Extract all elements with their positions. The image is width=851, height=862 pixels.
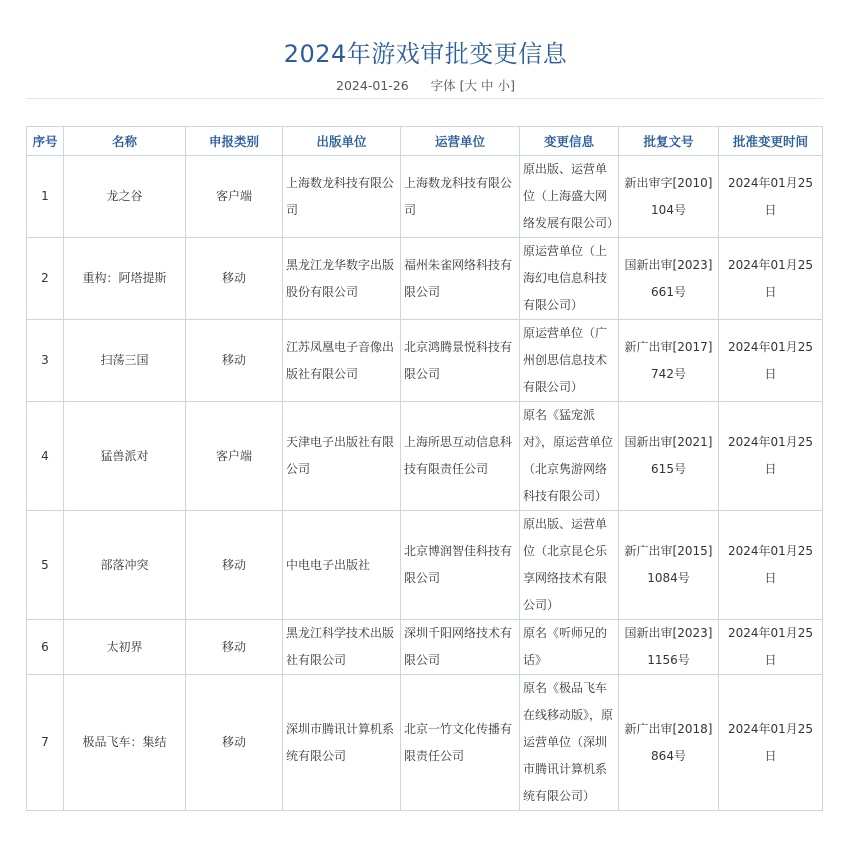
font-size-small-link[interactable]: 小 xyxy=(497,78,511,93)
cell-category: 移动 xyxy=(186,320,283,402)
cell-approval: 国新出审[2023]1156号 xyxy=(619,620,719,675)
cell-approval: 新广出审[2018]864号 xyxy=(619,675,719,811)
cell-date: 2024年01月25日 xyxy=(719,402,823,511)
cell-no: 6 xyxy=(27,620,64,675)
cell-date: 2024年01月25日 xyxy=(719,238,823,320)
cell-publisher: 黑龙江科学技术出版社有限公司 xyxy=(283,620,401,675)
cell-no: 3 xyxy=(27,320,64,402)
header-category: 申报类别 xyxy=(186,127,283,156)
table-header-row xyxy=(27,127,823,156)
cell-change: 原运营单位（广州创思信息技术有限公司） xyxy=(520,320,619,402)
cell-no: 4 xyxy=(27,402,64,511)
article-meta xyxy=(0,76,851,94)
cell-change: 原出版、运营单位（上海盛大网络发展有限公司） xyxy=(520,156,619,238)
page-title: 2024年游戏审批变更信息 xyxy=(283,40,568,69)
cell-date: 2024年01月25日 xyxy=(719,320,823,402)
cell-publisher: 天津电子出版社有限公司 xyxy=(283,402,401,511)
cell-name: 猛兽派对 xyxy=(64,402,186,511)
cell-approval: 国新出审[2021]615号 xyxy=(619,402,719,511)
header-operator: 运营单位 xyxy=(401,127,520,156)
table-row xyxy=(27,238,823,320)
cell-date: 2024年01月25日 xyxy=(719,620,823,675)
font-size-label: 字体 xyxy=(430,78,456,93)
cell-category: 移动 xyxy=(186,238,283,320)
cell-date: 2024年01月25日 xyxy=(719,156,823,238)
publish-date: 2024-01-26 xyxy=(336,78,409,93)
cell-name: 重构：阿塔提斯 xyxy=(64,238,186,320)
table-row xyxy=(27,320,823,402)
cell-name: 部落冲突 xyxy=(64,511,186,620)
cell-publisher: 江苏凤凰电子音像出版社有限公司 xyxy=(283,320,401,402)
table-row xyxy=(27,156,823,238)
cell-approval: 新出审字[2010]104号 xyxy=(619,156,719,238)
cell-approval: 新广出审[2015]1084号 xyxy=(619,511,719,620)
cell-approval: 国新出审[2023]661号 xyxy=(619,238,719,320)
cell-change: 原名《极品飞车在线移动版》，原运营单位（深圳市腾讯计算机系统有限公司） xyxy=(520,675,619,811)
header-change: 变更信息 xyxy=(520,127,619,156)
cell-category: 客户端 xyxy=(186,156,283,238)
cell-operator: 上海数龙科技有限公司 xyxy=(401,156,520,238)
cell-publisher: 黑龙江龙华数字出版股份有限公司 xyxy=(283,238,401,320)
cell-name: 太初界 xyxy=(64,620,186,675)
cell-category: 移动 xyxy=(186,511,283,620)
font-size-medium-link[interactable]: 中 xyxy=(481,78,494,93)
cell-change: 原运营单位（上海幻电信息科技有限公司） xyxy=(520,238,619,320)
cell-change: 原出版、运营单位（北京昆仑乐享网络技术有限公司） xyxy=(520,511,619,620)
cell-name: 龙之谷 xyxy=(64,156,186,238)
header-no: 序号 xyxy=(27,127,64,156)
font-size-large-link[interactable]: 大 xyxy=(464,78,478,93)
cell-category: 移动 xyxy=(186,620,283,675)
cell-publisher: 中电电子出版社 xyxy=(283,511,401,620)
cell-no: 1 xyxy=(27,156,64,238)
cell-name: 扫荡三国 xyxy=(64,320,186,402)
cell-publisher: 上海数龙科技有限公司 xyxy=(283,156,401,238)
cell-operator: 深圳千阳网络技术有限公司 xyxy=(401,620,520,675)
cell-no: 5 xyxy=(27,511,64,620)
header-name: 名称 xyxy=(64,127,186,156)
cell-date: 2024年01月25日 xyxy=(719,511,823,620)
font-size-switcher: 字体 [大 中 小] xyxy=(430,78,515,93)
cell-category: 移动 xyxy=(186,675,283,811)
cell-no: 2 xyxy=(27,238,64,320)
header-date: 批准变更时间 xyxy=(719,127,823,156)
approval-table xyxy=(26,126,823,811)
table-row xyxy=(27,620,823,675)
cell-name: 极品飞车：集结 xyxy=(64,675,186,811)
cell-change: 原名《猛宠派对》，原运营单位（北京隽游网络科技有限公司） xyxy=(520,402,619,511)
cell-operator: 北京一竹文化传播有限责任公司 xyxy=(401,675,520,811)
cell-publisher: 深圳市腾讯计算机系统有限公司 xyxy=(283,675,401,811)
cell-operator: 福州朱雀网络科技有限公司 xyxy=(401,238,520,320)
table-row xyxy=(27,675,823,811)
cell-category: 客户端 xyxy=(186,402,283,511)
title-divider xyxy=(26,98,823,99)
header-publisher: 出版单位 xyxy=(283,127,401,156)
cell-date: 2024年01月25日 xyxy=(719,675,823,811)
cell-change: 原名《听师兄的话》 xyxy=(520,620,619,675)
cell-operator: 北京鸿腾景悦科技有限公司 xyxy=(401,320,520,402)
table-row xyxy=(27,511,823,620)
table-row xyxy=(27,402,823,511)
cell-operator: 上海所思互动信息科技有限责任公司 xyxy=(401,402,520,511)
cell-no: 7 xyxy=(27,675,64,811)
header-approval: 批复文号 xyxy=(619,127,719,156)
cell-operator: 北京博润智佳科技有限公司 xyxy=(401,511,520,620)
cell-approval: 新广出审[2017]742号 xyxy=(619,320,719,402)
